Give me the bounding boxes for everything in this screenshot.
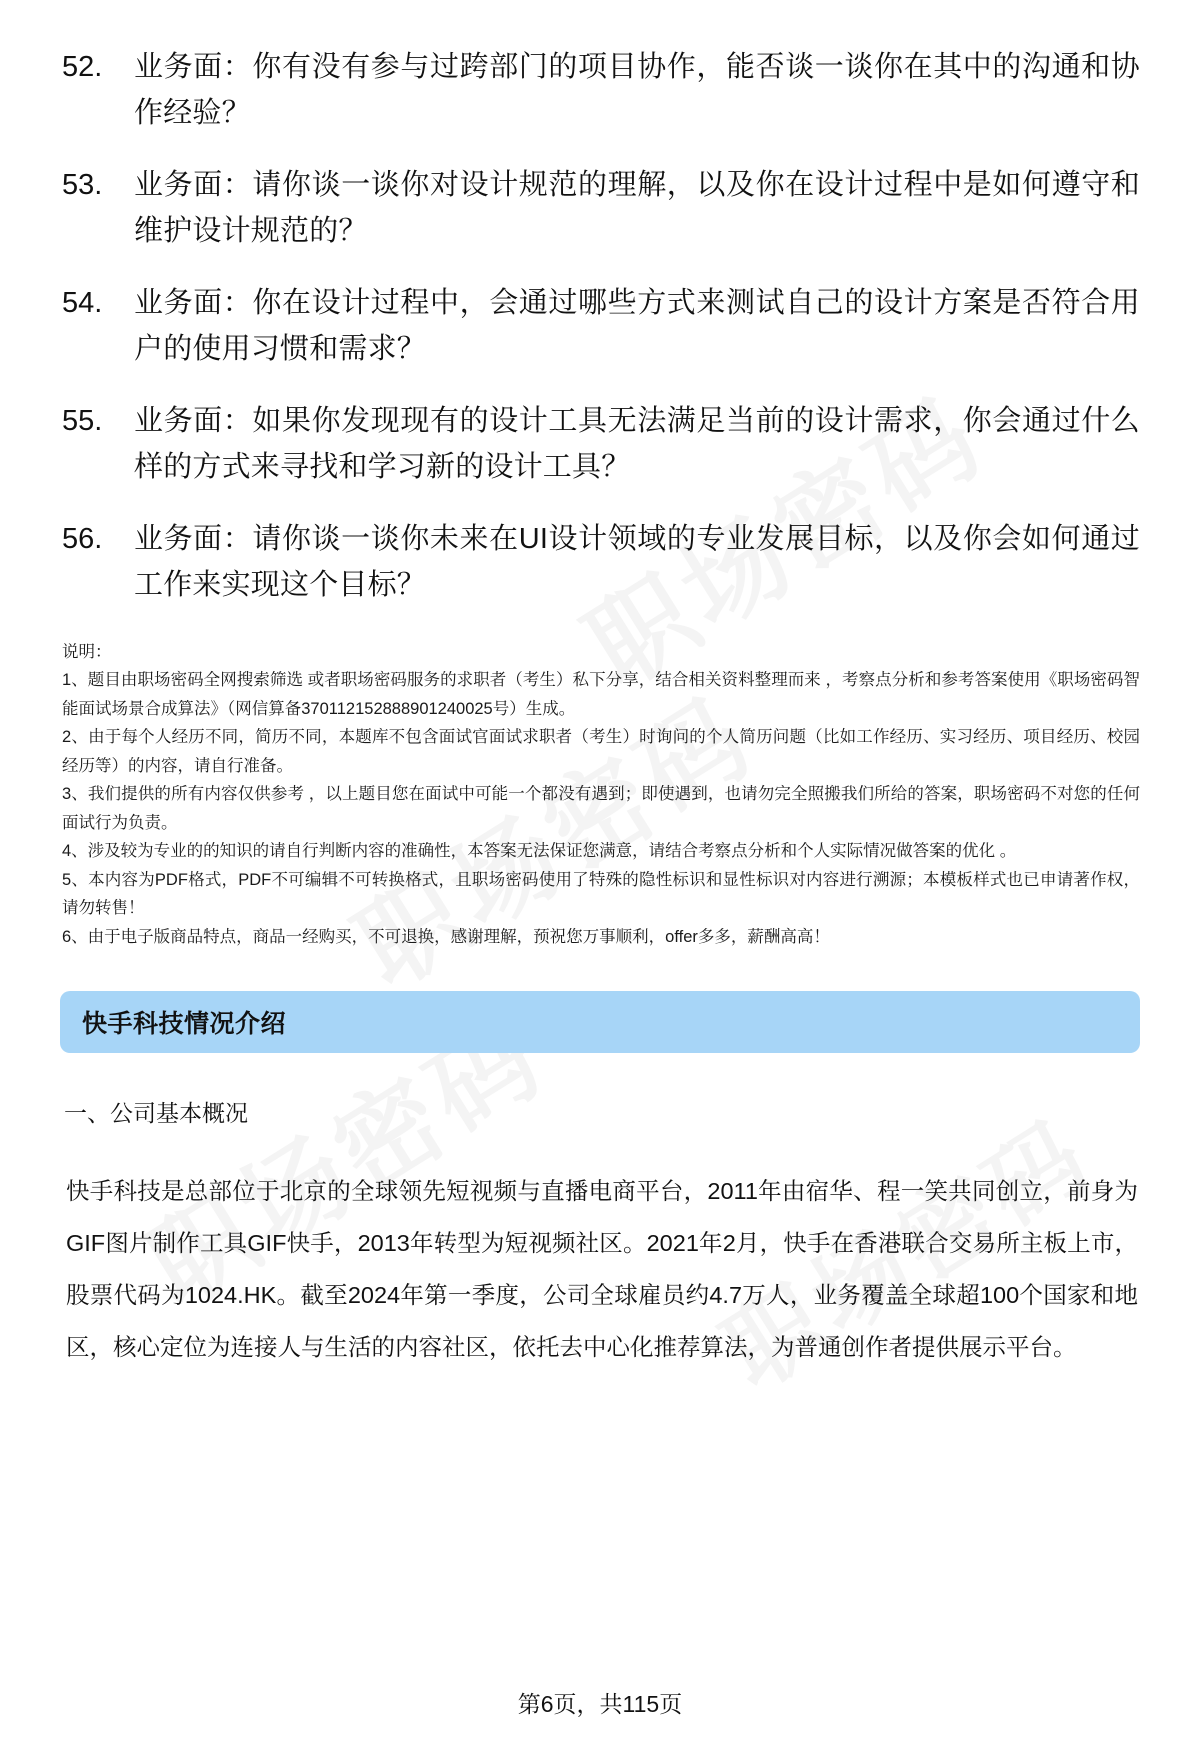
note-item: 4、涉及较为专业的的知识的请自行判断内容的准确性，本答案无法保证您满意，请结合考察点分析和个人实际情况做答案的优化 。 — [62, 842, 1017, 860]
question-text: 业务面：你有没有参与过跨部门的项目协作，能否谈一谈你在其中的沟通和协作经验？ — [134, 51, 1140, 129]
question-item — [60, 280, 1140, 372]
question-text: 业务面：如果你发现现有的设计工具无法满足当前的设计需求，你会通过什么样的方式来寻找和学习新的设计工具？ — [134, 405, 1140, 483]
question-number: 56. — [62, 523, 103, 555]
section-banner — [60, 991, 1140, 1053]
section-paragraph: 快手科技是总部位于北京的全球领先短视频与直播电商平台，2011年由宿华、程一笑共同创立，前身为GIF图片制作工具GIF快手，2013年转型为短视频社区。2021年2月，快手在香港联合交易所主板上市，股票代码为1024.HK。截至2024年第一季度，公司全球雇员约4.7万人，业务覆盖全球超100个国家和地区，核心定位为连接人与生活的内容社区，依托去中心化推荐算法，为普通创作者提供展示平台。 — [66, 1178, 1138, 1360]
notes-block — [60, 638, 1140, 951]
page-content — [60, 0, 1140, 1373]
note-item: 5、本内容为PDF格式，PDF不可编辑不可转换格式，且职场密码使用了特殊的隐性标识和显性标识对内容进行溯源；本模板样式也已申请著作权，请勿转售！ — [62, 870, 1140, 917]
section-banner-title: 快手科技情况介绍 — [82, 1010, 287, 1038]
notes-title: 说明： — [62, 643, 112, 661]
question-text: 业务面：请你谈一谈你对设计规范的理解，以及你在设计过程中是如何遵守和维护设计规范的？ — [134, 169, 1140, 247]
note-item: 2、由于每个人经历不同，简历不同，本题库不包含面试官面试求职者（考生）时询问的个人简历问题（比如工作经历、实习经历、项目经历、校园经历等）的内容，请自行准备。 — [62, 728, 1140, 775]
note-item: 3、我们提供的所有内容仅供参考 ，以上题目您在面试中可能一个都没有遇到；即使遇到，也请勿完全照搬我们所给的答案，职场密码不对您的任何面试行为负责。 — [62, 785, 1140, 832]
question-list — [60, 0, 1140, 608]
question-item — [60, 398, 1140, 490]
question-number: 53. — [62, 169, 103, 201]
question-number: 52. — [62, 51, 103, 83]
question-item — [60, 162, 1140, 254]
question-item — [60, 44, 1140, 136]
question-item — [60, 516, 1140, 608]
question-text: 业务面：你在设计过程中，会通过哪些方式来测试自己的设计方案是否符合用户的使用习惯和需求？ — [134, 287, 1140, 365]
question-text: 业务面：请你谈一谈你未来在UI设计领域的专业发展目标，以及你会如何通过工作来实现这个目标？ — [134, 523, 1140, 601]
page-footer: 第6页，共115页 — [517, 1691, 683, 1717]
question-number: 55. — [62, 405, 103, 437]
question-number: 54. — [62, 287, 103, 319]
note-item: 6、由于电子版商品特点，商品一经购买，不可退换，感谢理解，预祝您万事顺利，offer多多，薪酬高高！ — [62, 927, 830, 946]
note-item: 1、题目由职场密码全网搜索筛选 或者职场密码服务的求职者（考生）私下分享，结合相关资料整理而来 ，考察点分析和参考答案使用《职场密码智能面试场景合成算法》（网信算备370112152888901240025号）生成。 — [62, 671, 1140, 718]
section-heading: 一、公司基本概况 — [64, 1100, 248, 1126]
